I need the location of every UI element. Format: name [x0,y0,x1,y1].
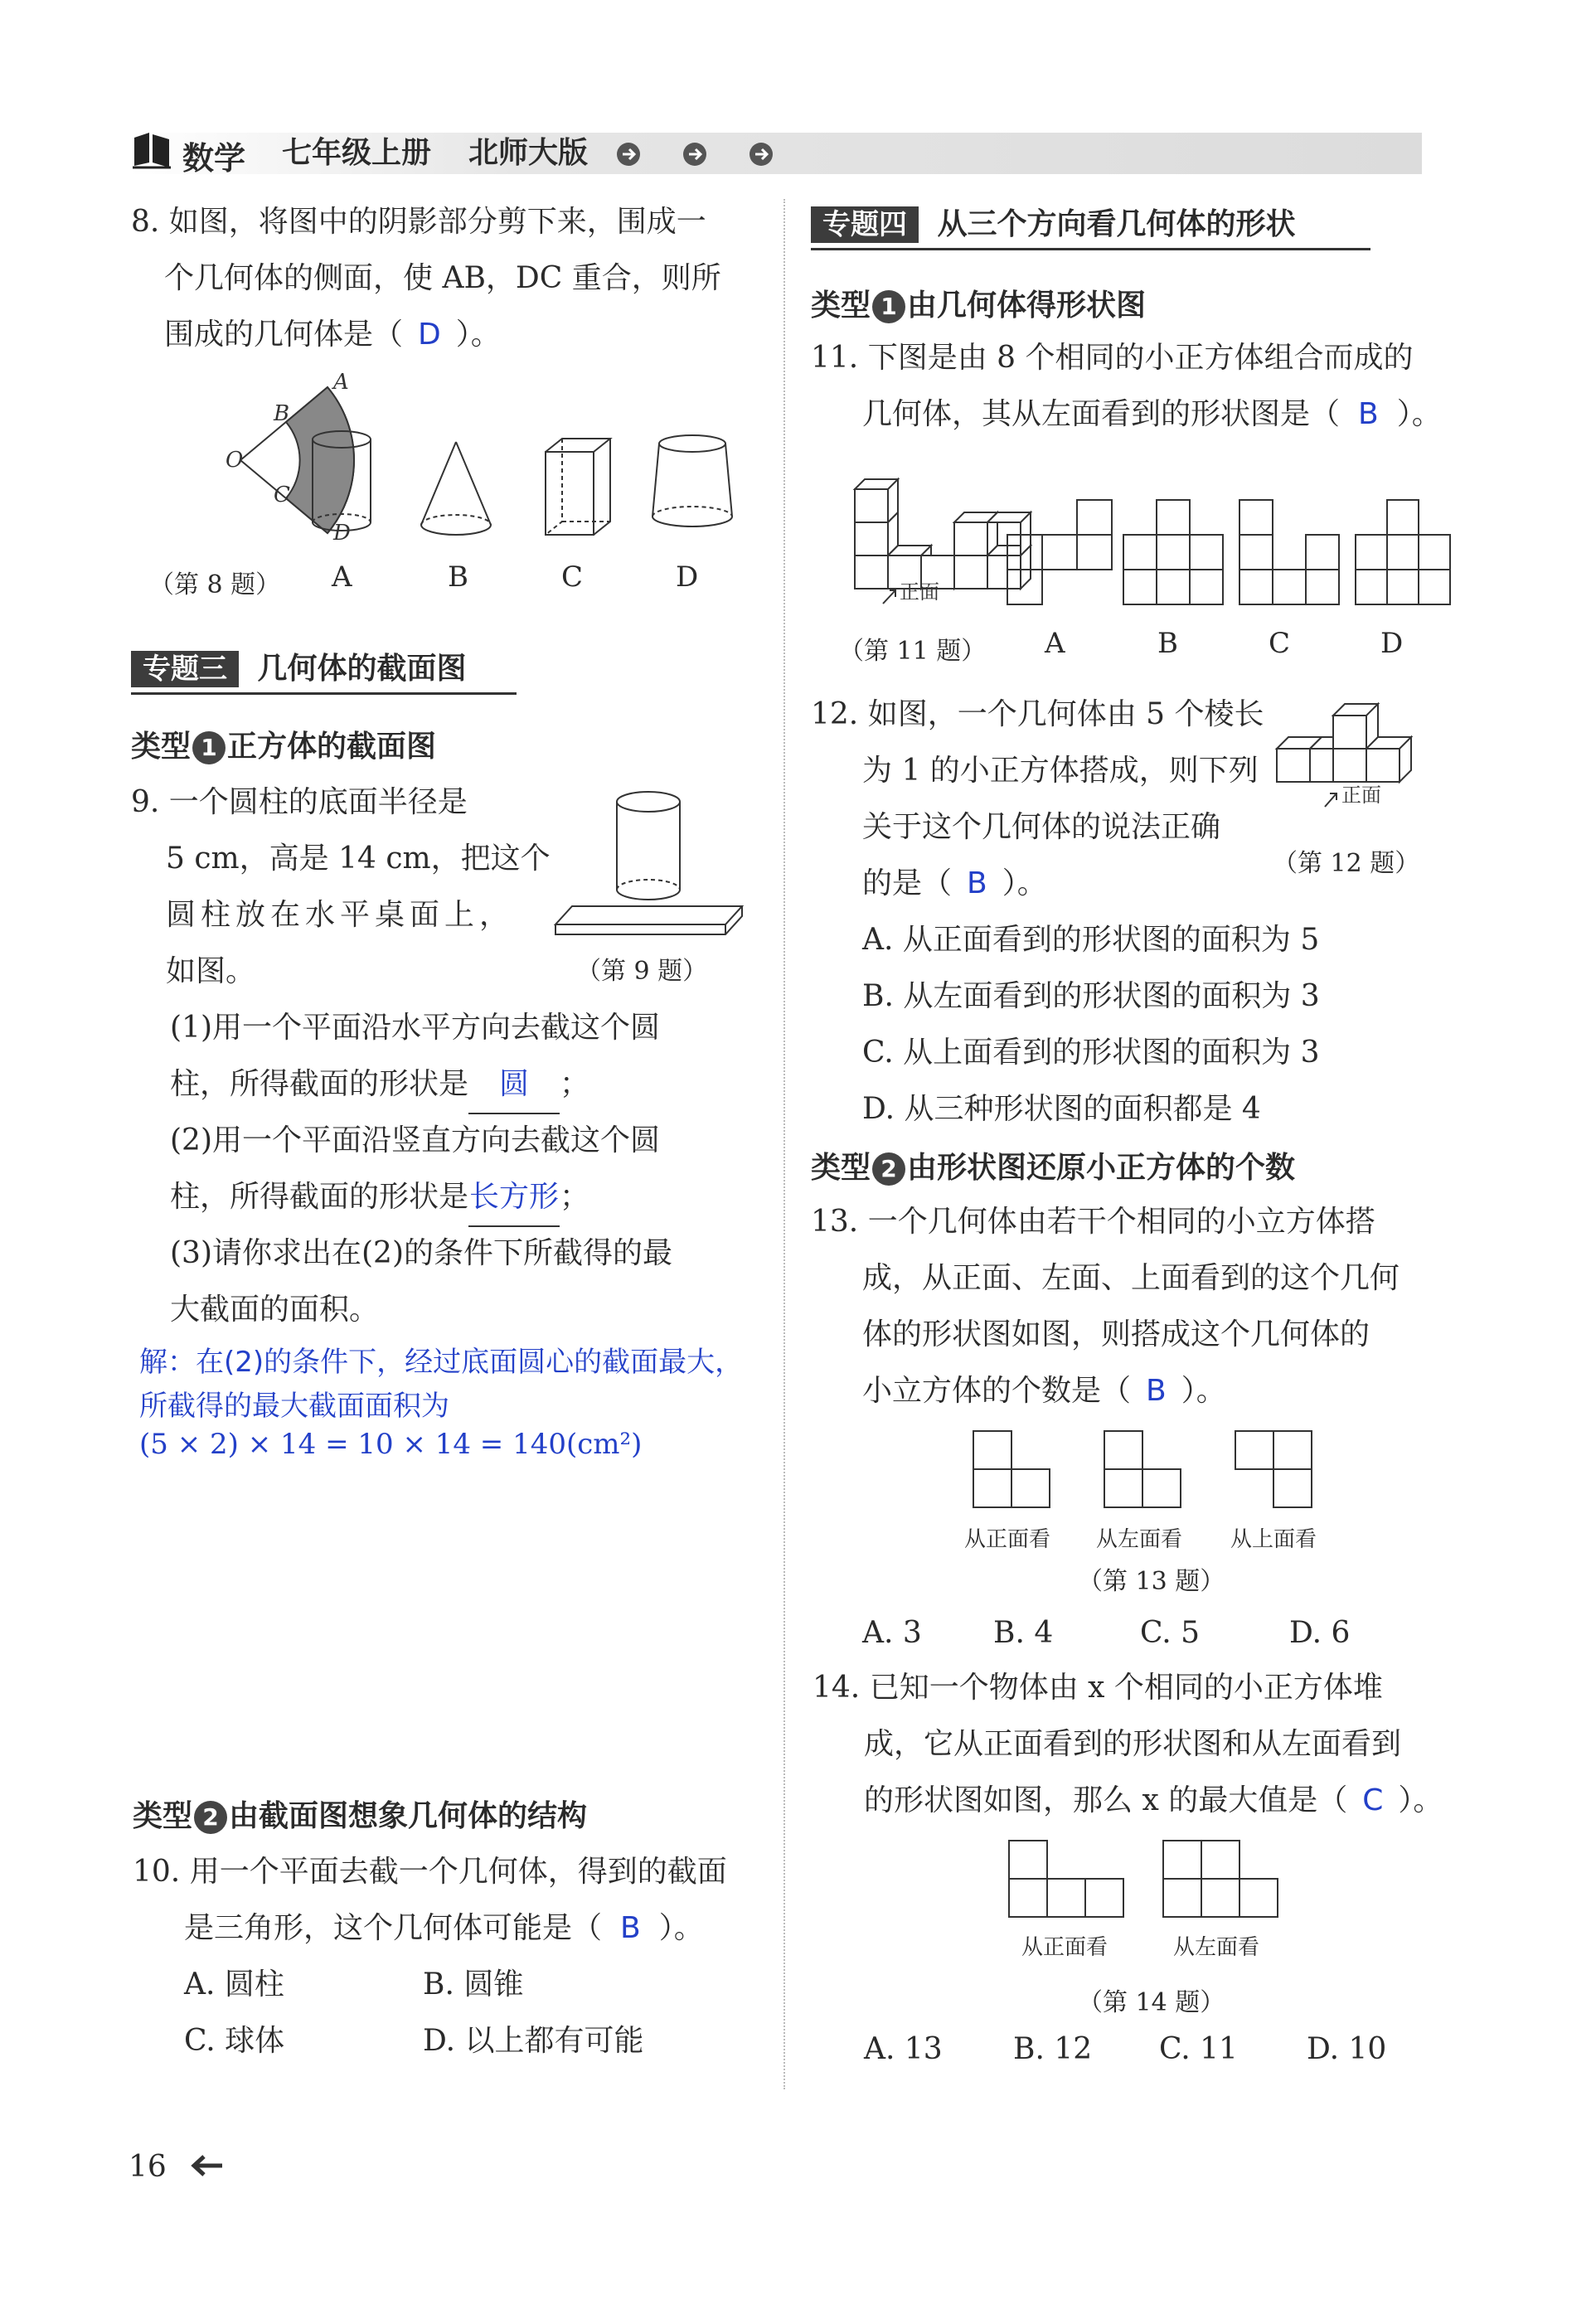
q11-figure [842,456,1438,617]
q13-left-view [1104,1431,1181,1507]
q14-line2: 成，它从正面看到的形状图和从左面看到 [864,1727,1402,1761]
q13-option-C: C. 5 [1140,1616,1201,1650]
q12-line2: 为 1 的小正方体搭成，则下列 [862,754,1259,788]
q13-view-top: 从上面看 [1230,1527,1317,1552]
q12-answer: B [967,866,987,900]
q9-p2-tail: ； [560,1180,590,1214]
q9-p1-answer: 圆 [468,1056,560,1114]
q10-option-A: A. 圆柱 [184,1967,284,2001]
q13-top-view [1235,1431,1312,1507]
q8-caption: （第 8 题） [149,570,281,599]
q13-line4 [862,1363,1226,1419]
q9-p3a: (3)请你求出在(2)的条件下所截得的最 [170,1236,672,1270]
q13-front-view [973,1431,1050,1507]
q8-figure [158,370,754,546]
type3-1-title: 正方体的截面图 [227,730,437,764]
q14-option-C: C. 11 [1159,2032,1238,2066]
page-number-text: 16 [129,2150,167,2184]
q8-line3-text: 围成的几何体是（ [164,318,404,352]
type4-1-heading [811,282,1146,324]
type3-2-title: 由截面图想象几何体的结构 [229,1799,588,1833]
q11-option-A: A [1045,627,1065,660]
q10-tail: ）。 [658,1911,704,1945]
q13-tail: ）。 [1181,1374,1226,1408]
q12-figure-svg [1277,692,1434,825]
type4-2-badge: 2 [872,1152,905,1186]
q9-line2: 5 cm，高是 14 cm，把这个 [166,842,551,876]
type4-2-pre: 类型 [811,1151,871,1185]
header-edition: 北师大版 [468,135,589,170]
q14-front-view [1009,1841,1123,1917]
q14-option-D: D. 10 [1307,2032,1387,2066]
q8-tail: ）。 [455,318,501,352]
back-arrow-icon [189,2141,224,2197]
book-icon [131,131,172,169]
q13-caption: （第 13 题） [1078,1567,1225,1596]
q8-line3 [164,307,501,363]
q14-line3-text: 的形状图如图，那么 x 的最大值是（ [864,1783,1348,1817]
q9-solution-line1: 解：在(2)的条件下，经过底面圆心的截面最大， [139,1346,744,1379]
cone-shape [421,442,491,535]
q13-view-left: 从左面看 [1096,1527,1183,1552]
q12-option-B: B. 从左面看到的形状图的面积为 3 [862,979,1320,1013]
q14-option-B: B. 12 [1013,2032,1093,2066]
q9-p2b [170,1169,589,1227]
q12-tail: ）。 [1002,866,1047,900]
q14-left-view [1163,1841,1278,1917]
type4-1-badge: 1 [872,290,905,323]
q12-caption: （第 12 题） [1273,849,1420,878]
q11-option-B-view [1123,500,1223,604]
q12-line3: 关于这个几何体的说法正确 [862,810,1221,844]
q13-option-D: D. 6 [1289,1616,1351,1650]
type3-1-badge: 1 [192,731,226,764]
q14-tail: ）。 [1398,1783,1443,1817]
shaded-sector [240,387,354,533]
q14-view-left: 从左面看 [1173,1935,1260,1960]
q8-line1: 8. 如图，将图中的阴影部分剪下来，围成一 [131,205,706,239]
type3-2-pre: 类型 [133,1799,193,1833]
q12-front-label: 正面 [1341,784,1381,807]
q8-option-B: B [448,560,468,594]
section3-title: 几何体的截面图 [257,652,467,686]
q10-line1: 10. 用一个平面去截一个几何体，得到的截面 [133,1855,727,1889]
q14-figure [1007,1839,1289,1925]
q11-option-C-view [1239,500,1339,604]
q11-solid [855,479,1031,589]
section3-tag: 专题三 [131,651,239,687]
q13-line4-text: 小立方体的个数是（ [862,1374,1132,1408]
q13-figure [970,1428,1318,1514]
q9-p3b: 大截面的面积。 [170,1293,380,1327]
q14-view-front: 从正面看 [1021,1935,1108,1960]
q12-option-C: C. 从上面看到的形状图的面积为 3 [862,1036,1320,1070]
q14-caption: （第 14 题） [1078,1988,1225,2017]
type4-2-heading [811,1144,1295,1186]
q9-figure [555,784,746,944]
prism-shape [546,439,610,535]
q10-answer: B [620,1911,641,1945]
type4-1-pre: 类型 [811,289,871,323]
q9-solution-line2: 所截得的最大截面面积为 [139,1390,449,1423]
section4-tag: 专题四 [811,206,919,243]
label-A: A [333,370,349,395]
q11-option-D-view [1356,500,1450,604]
q9-p2-answer: 长方形 [468,1169,560,1227]
q9-p1a: (1)用一个平面沿水平方向去截这个圆 [170,1011,660,1045]
q8-figure-svg [158,370,754,546]
q8-line2: 个几何体的侧面，使 AB，DC 重合，则所 [164,261,721,295]
q10-line2 [184,1900,704,1957]
q13-line2: 成，从正面、左面、上面看到的这个几何 [862,1261,1400,1295]
q9-line1: 9. 一个圆柱的底面半径是 [131,785,468,819]
q10-option-D: D. 以上都有可能 [423,2024,644,2058]
header-subject: 数学 [182,140,246,177]
q13-option-A: A. 3 [862,1616,922,1650]
q11-line2-text: 几何体，其从左面看到的形状图是（ [862,397,1341,431]
q13-figure-svg [970,1428,1318,1511]
frustum-shape [652,435,732,526]
type3-1-heading [131,723,436,765]
q9-p1b [170,1056,589,1114]
q8-option-D: D [676,560,699,594]
header-arrow-icons [614,139,779,172]
q9-line4: 如图。 [166,954,256,988]
q12-line1: 12. 如图，一个几何体由 5 个棱长 [811,697,1264,731]
q9-caption: （第 9 题） [576,957,708,986]
q8-option-A: A [332,560,352,594]
label-B: B [274,401,290,426]
q14-option-A: A. 13 [864,2032,943,2066]
q11-option-D: D [1380,627,1404,660]
q11-option-B: B [1157,627,1178,660]
q9-p1b-text: 柱，所得截面的形状是 [170,1067,469,1101]
q9-p2b-text: 柱，所得截面的形状是 [170,1180,469,1214]
type4-1-title: 由几何体得形状图 [907,289,1147,323]
page-number [129,2139,224,2197]
q11-figure-svg [842,456,1438,614]
q8-answer: D [418,318,441,352]
q11-line1: 11. 下图是由 8 个相同的小正方体组合而成的 [811,341,1414,375]
q13-view-front: 从正面看 [964,1527,1051,1552]
label-O: O [226,448,244,473]
q13-line3: 体的形状图如图，则搭成这个几何体的 [862,1317,1370,1351]
type3-1-pre: 类型 [131,730,192,764]
q10-option-C: C. 球体 [184,2024,285,2058]
q12-line4-text: 的是（ [862,866,953,900]
type4-2-title: 由形状图还原小正方体的个数 [907,1151,1296,1185]
q9-line3: 圆柱放在水平桌面上， [166,898,515,932]
section3-heading [131,645,517,695]
q14-answer: C [1362,1783,1384,1817]
type3-2-heading [133,1793,587,1835]
q10-option-B: B. 圆锥 [423,1967,524,2001]
q13-line1: 13. 一个几何体由若干个相同的小立方体搭 [811,1205,1375,1239]
q14-line3 [864,1773,1443,1829]
q10-line2-text: 是三角形，这个几何体可能是（ [184,1911,603,1945]
q14-figure-svg [1007,1839,1289,1922]
q12-option-A: A. 从正面看到的形状图的面积为 5 [862,923,1320,957]
q9-p1-tail: ； [560,1067,590,1101]
header-grade: 七年级上册 [282,135,432,170]
q9-figure-svg [555,784,746,941]
q11-answer: B [1358,397,1379,431]
q12-figure [1277,692,1434,828]
q14-line1: 14. 已知一个物体由 x 个相同的小正方体堆 [813,1671,1383,1705]
q13-option-B: B. 4 [993,1616,1054,1650]
q8-option-C: C [561,560,584,594]
section4-heading [811,201,1370,250]
q13-answer: B [1146,1374,1167,1408]
q12-option-D: D. 从三种形状图的面积都是 4 [862,1092,1261,1126]
q12-line4 [862,856,1047,912]
column-divider [783,199,785,2089]
type3-2-badge: 2 [194,1801,227,1834]
q11-front-label: 正面 [900,580,939,604]
q11-option-C: C [1269,627,1291,660]
q9-solution-line3: (5 × 2) × 14 = 10 × 14 = 140(cm²) [139,1428,643,1461]
q11-tail: ）。 [1396,397,1442,431]
q11-caption: （第 11 题） [839,637,987,666]
label-C: C [274,483,290,507]
q9-p2a: (2)用一个平面沿竖直方向去截这个圆 [170,1123,660,1157]
section4-title: 从三个方向看几何体的形状 [937,207,1296,241]
q11-line2 [862,386,1442,443]
label-D: D [333,521,351,546]
